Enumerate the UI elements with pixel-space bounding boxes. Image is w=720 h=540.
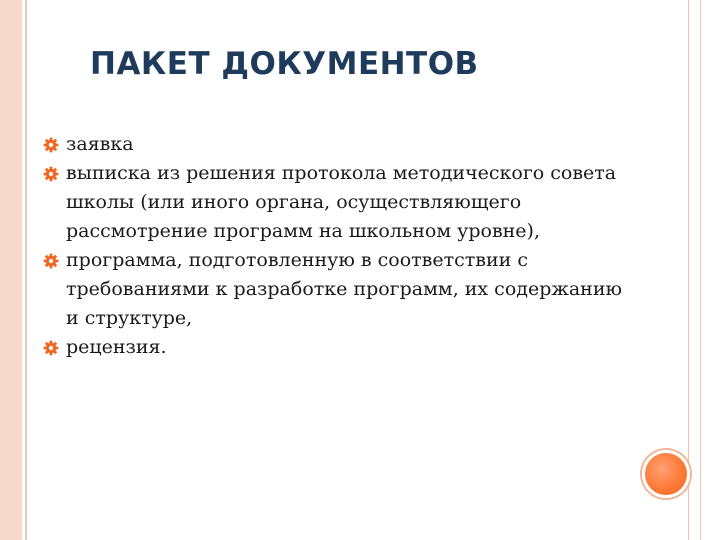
- list-item-text: заявка: [66, 133, 134, 155]
- list-item-text: программа, подготовленную в соответствии с требованиями к разработке программ, их содержанию и структуре,: [66, 249, 623, 329]
- gear-icon: [43, 253, 59, 269]
- right-frame-line-1: [688, 0, 689, 540]
- list-item: [40, 246, 640, 333]
- decorative-orange-circle: [642, 450, 690, 498]
- bullet-list: [40, 130, 640, 362]
- list-item-text: рецензия.: [66, 336, 167, 358]
- list-item: [40, 159, 640, 246]
- list-item-text: выписка из решения протокола методического совета школы (или иного органа, осуществляющего рассмотрение программ на школьном уровне),: [66, 162, 617, 242]
- gear-icon: [43, 340, 59, 356]
- gear-icon: [43, 137, 59, 153]
- list-item: [40, 333, 640, 362]
- left-frame-line: [25, 0, 27, 540]
- slide-title: ПАКЕТ ДОКУМЕНТОВ: [90, 46, 479, 82]
- left-frame-band: [0, 0, 22, 540]
- right-frame-line-2: [700, 0, 701, 540]
- list-item: [40, 130, 640, 159]
- gear-icon: [43, 166, 59, 182]
